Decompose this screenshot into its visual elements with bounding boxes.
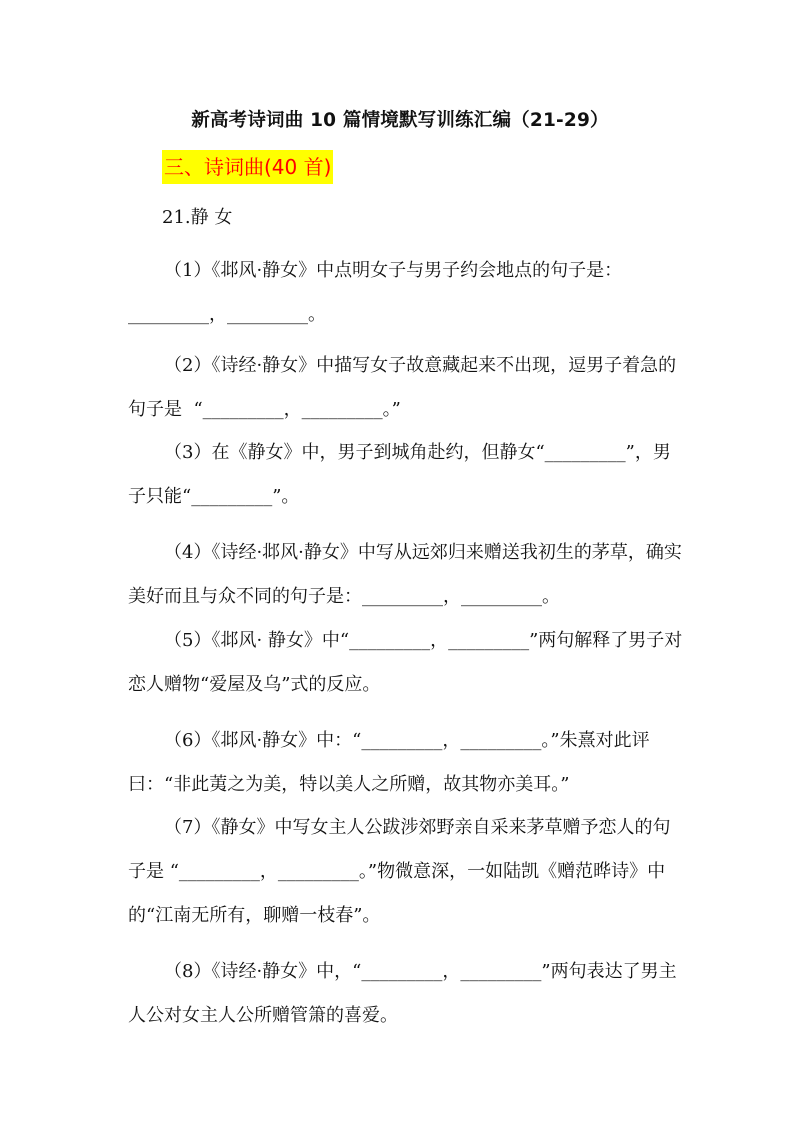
poem-heading: 21.静 女 bbox=[162, 207, 233, 228]
question-3: （3）在《静女》中，男子到城角赴约，但静女“_________”，男子只能“_________”。 bbox=[128, 442, 671, 507]
question-7: （7）《静女》中写女主人公跋涉郊野亲自采来茅草赠予恋人的句子是 “_________，_________。”物微意深，一如陆凯《赠范晔诗》中的“江南无所有，聊赠一枝春”。 bbox=[128, 817, 671, 926]
section-heading: 三、诗词曲(40 首) bbox=[162, 150, 333, 184]
question-2: （2）《诗经·静女》中描写女子故意藏起来不出现，逗男子着急的句子是 “_________，_________。” bbox=[128, 355, 677, 420]
question-1: （1）《邶风·静女》中点明女子与男子约会地点的句子是：_________，_________。 bbox=[128, 260, 623, 325]
question-6: （6）《邶风·静女》中：“_________，_________。”朱熹对此评曰：“非此荑之为美，特以美人之所赠，故其物亦美耳。” bbox=[128, 730, 650, 795]
document-title: 新高考诗词曲 10 篇情境默写训练汇编（21-29） bbox=[191, 110, 609, 131]
question-5: （5）《邶风· 静女》中“_________，_________”两句解释了男子对恋人赠物“爱屋及乌”式的反应。 bbox=[128, 630, 683, 695]
question-4: （4）《诗经·邶风·静女》中写从远郊归来赠送我初生的茅草，确实美好而且与众不同的句子是：_________，_________。 bbox=[128, 542, 682, 607]
question-8: （8）《诗经·静女》中，“_________，_________”两句表达了男主人公对女主人公所赠管箫的喜爱。 bbox=[128, 961, 677, 1026]
